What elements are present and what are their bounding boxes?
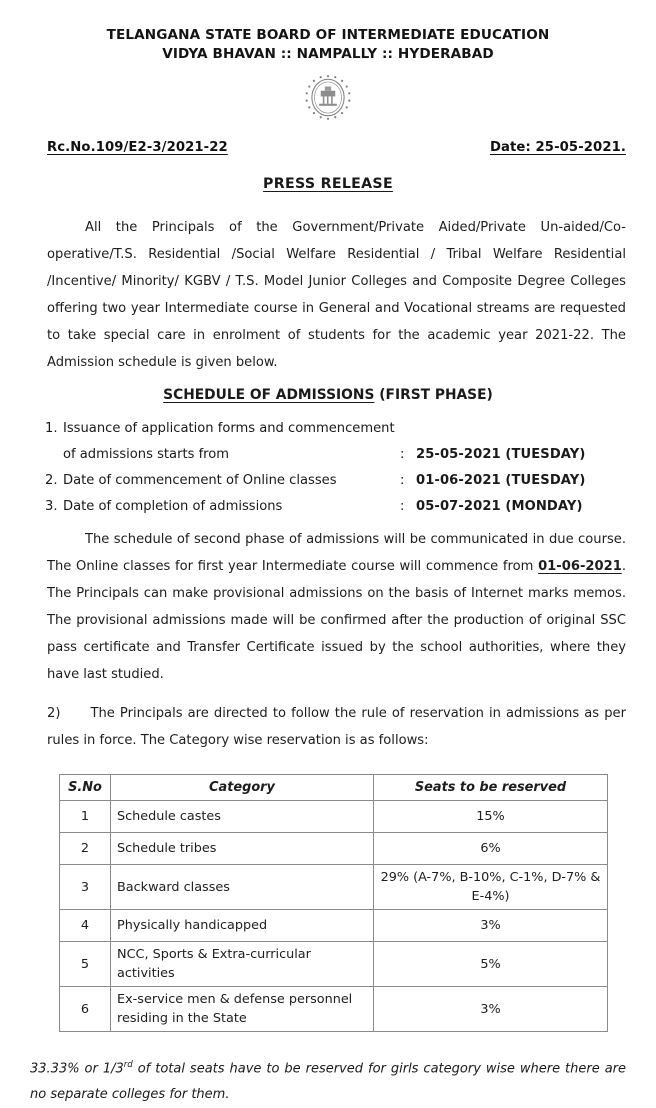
table-header-row	[60, 775, 608, 801]
schedule-item-3	[45, 494, 656, 520]
row-6-sno: 6	[60, 987, 111, 1032]
schedule-item-2-number: 2.	[45, 473, 58, 488]
column-header-category: Category	[111, 775, 374, 801]
row-3-seats: 29% (A-7%, B-10%, C-1%, D-7% & E-4%)	[374, 865, 608, 910]
row-2-sno: 2	[60, 833, 111, 865]
row-4-sno: 4	[60, 910, 111, 942]
girls-reservation-note	[0, 1052, 656, 1108]
table-row	[60, 987, 608, 1032]
admission-schedule-list	[0, 416, 656, 520]
reservation-marker: 2)	[47, 706, 61, 721]
schedule-item-2-colon: :	[400, 473, 405, 488]
table-row	[60, 942, 608, 987]
table-row	[60, 865, 608, 910]
schedule-item-2-label: Date of commencement of Online classes	[63, 473, 337, 488]
row-1-seats: 15%	[374, 801, 608, 833]
girls-note-part-2: of total seats have to be reserved for girls category wise where there are no separate colleges for them.	[30, 1061, 626, 1103]
reservation-table	[59, 774, 608, 1032]
schedule-item-1-colon: :	[400, 447, 405, 462]
reservation-paragraph	[47, 700, 626, 754]
row-6-category: Ex-service men & defense personnel residing in the State	[111, 987, 374, 1032]
table-row	[60, 910, 608, 942]
board-seal-emblem-icon	[302, 72, 354, 124]
row-3-sno: 3	[60, 865, 111, 910]
schedule-item-1-line-2	[45, 442, 656, 468]
row-5-sno: 5	[60, 942, 111, 987]
intro-paragraph-text: All the Principals of the Government/Private Aided/Private Un-aided/Co-operative/T.S. Residential /Social Welfare Residential / Tribal Welfare Residential /Incentive/ Minority/ KGBV / T.S. Model Junior Colleges and Composite Degree Colleges offering two year Intermediate course in General and Vocational streams are requested to take special care in enrolment of students for the academic year 2021-22. The Admission schedule is given below.	[47, 220, 626, 370]
press-release-title-text: PRESS RELEASE	[263, 176, 393, 192]
column-header-seats: Seats to be reserved	[374, 775, 608, 801]
reservation-table-container	[0, 774, 656, 1032]
schedule-item-1-label-line-2: of admissions starts from	[63, 447, 230, 462]
row-5-category: NCC, Sports & Extra-curricular activities	[111, 942, 374, 987]
row-2-seats: 6%	[374, 833, 608, 865]
board-name-line-2: VIDYA BHAVAN :: NAMPALLY :: HYDERABAD	[162, 46, 494, 62]
second-phase-text-a: The schedule of second phase of admissions will be communicated in due course. The Online classes for first year Intermediate course will commence from	[47, 532, 626, 574]
schedule-item-3-value: 05-07-2021 (MONDAY)	[416, 499, 583, 514]
girls-note-part-1: 33.33% or 1/3	[30, 1061, 124, 1077]
board-name-line-1: TELANGANA STATE BOARD OF INTERMEDIATE EDUCATION	[106, 27, 550, 43]
document-header	[0, 0, 656, 64]
row-6-seats: 3%	[374, 987, 608, 1032]
schedule-item-3-colon: :	[400, 499, 405, 514]
schedule-title-phase: (FIRST PHASE)	[374, 387, 493, 403]
document-date: Date: 25-05-2021.	[489, 140, 626, 155]
row-5-seats: 5%	[374, 942, 608, 987]
rc-number: Rc.No.109/E2-3/2021-22	[47, 140, 228, 155]
row-4-category: Physically handicapped	[111, 910, 374, 942]
reservation-text: The Principals are directed to follow the rule of reservation in admissions as per rules in force. The Category wise reservation is as follows:	[47, 706, 626, 748]
emblem-container	[0, 72, 656, 124]
row-1-category: Schedule castes	[111, 801, 374, 833]
reference-row	[0, 140, 656, 162]
table-row	[60, 833, 608, 865]
body-content-2	[0, 526, 656, 754]
schedule-item-1-number: 1.	[45, 421, 58, 436]
press-release-title	[0, 176, 656, 192]
body-content	[0, 214, 656, 376]
schedule-item-1-label-line-1: Issuance of application forms and commencement	[63, 421, 395, 436]
schedule-item-1-value: 25-05-2021 (TUESDAY)	[416, 447, 586, 462]
second-phase-paragraph	[47, 526, 626, 688]
schedule-item-1-line-1	[45, 416, 656, 442]
column-header-sno: S.No	[60, 775, 111, 801]
girls-note-superscript: rd	[123, 1060, 133, 1070]
schedule-item-3-number: 3.	[45, 499, 58, 514]
table-row	[60, 801, 608, 833]
intro-paragraph	[47, 214, 626, 376]
second-phase-text-b: . The Principals can make provisional admissions on the basis of Internet marks memos. The provisional admissions made will be confirmed after the production of original SSC pass certificate and Transfer Certificate issued by the school authorities, where they have last studied.	[47, 559, 626, 682]
row-2-category: Schedule tribes	[111, 833, 374, 865]
row-3-category: Backward classes	[111, 865, 374, 910]
row-4-seats: 3%	[374, 910, 608, 942]
row-1-sno: 1	[60, 801, 111, 833]
schedule-item-2-value: 01-06-2021 (TUESDAY)	[416, 473, 586, 488]
online-classes-start-date: 01-06-2021	[538, 559, 622, 574]
schedule-item-2	[45, 468, 656, 494]
schedule-item-3-label: Date of completion of admissions	[63, 499, 283, 514]
schedule-title-underlined: SCHEDULE OF ADMISSIONS	[163, 387, 375, 403]
schedule-of-admissions-title	[0, 387, 656, 403]
